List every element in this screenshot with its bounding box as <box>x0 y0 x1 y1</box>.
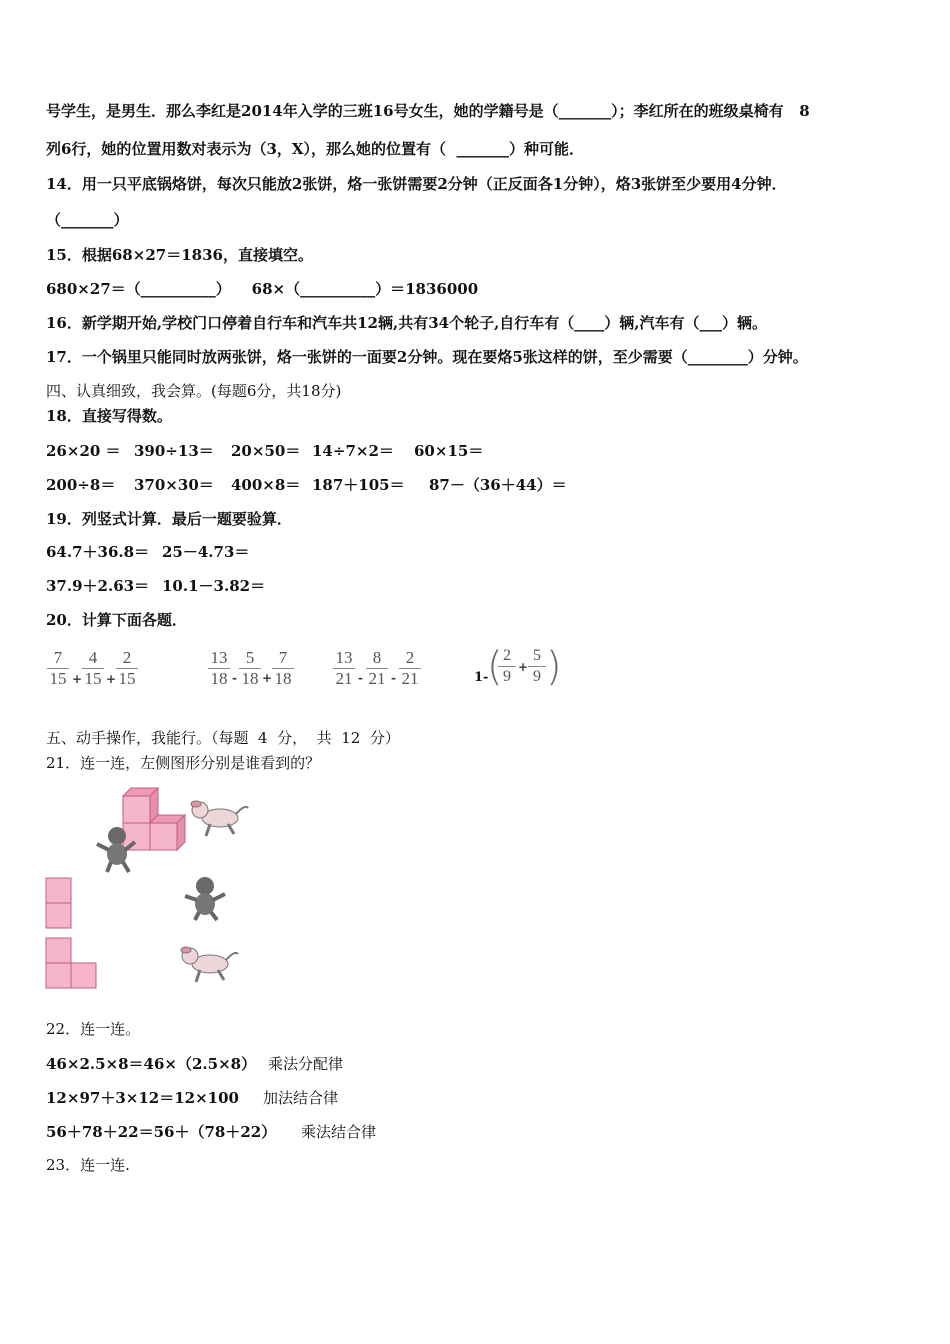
fraction: 2 9 <box>497 646 517 687</box>
view-l-shape-squares <box>46 938 96 988</box>
left-paren: ( <box>487 644 503 690</box>
q22-title: 22．连一连。 <box>46 1020 141 1038</box>
q15-text: 15．根据68×27＝1836，直接填空。 <box>46 246 313 264</box>
fraction: 2 15 <box>115 648 139 689</box>
lead-one-minus: 1- <box>474 670 489 685</box>
section-4-title: 四、认真细致，我会算。(每题6分，共18分) <box>46 382 342 400</box>
operator: + <box>518 660 529 674</box>
q19-title: 19．列竖式计算．最后一题要验算． <box>46 510 292 528</box>
dog-icon <box>181 947 238 982</box>
q18-title: 18．直接写得数。 <box>46 407 172 425</box>
q18-item: 26×20 ＝ <box>46 442 121 460</box>
q18-item: 60×15＝ <box>414 442 484 460</box>
q22-right-item: 加法结合律 <box>263 1089 339 1107</box>
fraction: 7 18 <box>271 648 295 689</box>
q23-title: 23．连一连. <box>46 1156 130 1174</box>
fraction: 13 18 <box>207 648 231 689</box>
fraction: 5 18 <box>238 648 262 689</box>
q15-blanks: 680×27＝（__________） 68×（__________）＝1836000 <box>46 280 479 298</box>
fraction: 13 21 <box>332 648 356 689</box>
operator: - <box>391 671 396 685</box>
operator: - <box>232 671 237 685</box>
q22-right-item: 乘法分配律 <box>268 1055 344 1073</box>
q17-text: 17．一个锅里只能同时放两张饼，烙一张饼的一面要2分钟。现在要烙5张这样的饼，至少需要（________）分钟。 <box>46 348 808 366</box>
q14-text: 14．用一只平底锅烙饼，每次只能放2张饼，烙一张饼需要2分钟（正反面各1分钟），烙3张饼至少要用4分钟． <box>46 175 787 193</box>
q22-right-item: 乘法结合律 <box>301 1123 377 1141</box>
section-5-title: 五、动手操作，我能行。（每题 4 分， 共 12 分） <box>46 729 400 747</box>
view-two-stacked-squares <box>46 878 71 928</box>
fraction: 8 21 <box>365 648 389 689</box>
monkey-icon <box>185 877 225 920</box>
q18-item: 390÷13＝ <box>134 442 214 460</box>
q14-answer-blank: （_______） <box>46 211 129 229</box>
fraction: 2 21 <box>398 648 422 689</box>
q16-text: 16．新学期开始,学校门口停着自行车和汽车共12辆,共有34个轮子,自行车有（____）辆,汽车有（___）辆。 <box>46 314 768 332</box>
right-paren: ) <box>546 644 562 690</box>
q19-item: 25－4.73＝ <box>162 543 250 561</box>
operator: - <box>358 671 363 685</box>
dog-icon <box>191 801 248 836</box>
q19-item: 10.1－3.82＝ <box>162 577 266 595</box>
q19-item: 64.7＋36.8＝ <box>46 543 150 561</box>
q22-left-item: 56＋78＋22＝56＋（78＋22） <box>46 1123 277 1141</box>
q20-title: 20．计算下面各题． <box>46 611 187 629</box>
q19-item: 37.9＋2.63＝ <box>46 577 150 595</box>
q18-item: 87－（36＋44）＝ <box>429 476 567 494</box>
operator: + <box>72 672 83 686</box>
cube-stack-image <box>123 788 185 850</box>
q22-left-item: 12×97＋3×12＝12×100 <box>46 1089 239 1107</box>
operator: + <box>106 672 117 686</box>
q13-line2: 列6行，她的位置用数对表示为（3，X），那么她的位置有（ _______）种可能． <box>46 140 584 158</box>
q18-item: 370×30＝ <box>134 476 214 494</box>
fraction: 7 15 <box>46 648 70 689</box>
q22-left-item: 46×2.5×8＝46×（2.5×8） <box>46 1055 257 1073</box>
q21-figures <box>0 780 260 995</box>
q13-line1: 号学生，是男生．那么李红是2014年入学的三班16号女生，她的学籍号是（_______）；李红所在的班级桌椅有 8 <box>46 102 810 120</box>
fraction: 4 15 <box>81 648 105 689</box>
q21-title: 21．连一连，左侧图形分别是谁看到的？ <box>46 754 321 772</box>
q18-item: 14÷7×2＝ <box>312 442 394 460</box>
operator: + <box>262 671 273 685</box>
q18-item: 200÷8＝ <box>46 476 116 494</box>
q18-item: 187＋105＝ <box>312 476 405 494</box>
q18-item: 20×50＝ <box>231 442 301 460</box>
q18-item: 400×8＝ <box>231 476 301 494</box>
fraction: 5 9 <box>527 646 547 687</box>
